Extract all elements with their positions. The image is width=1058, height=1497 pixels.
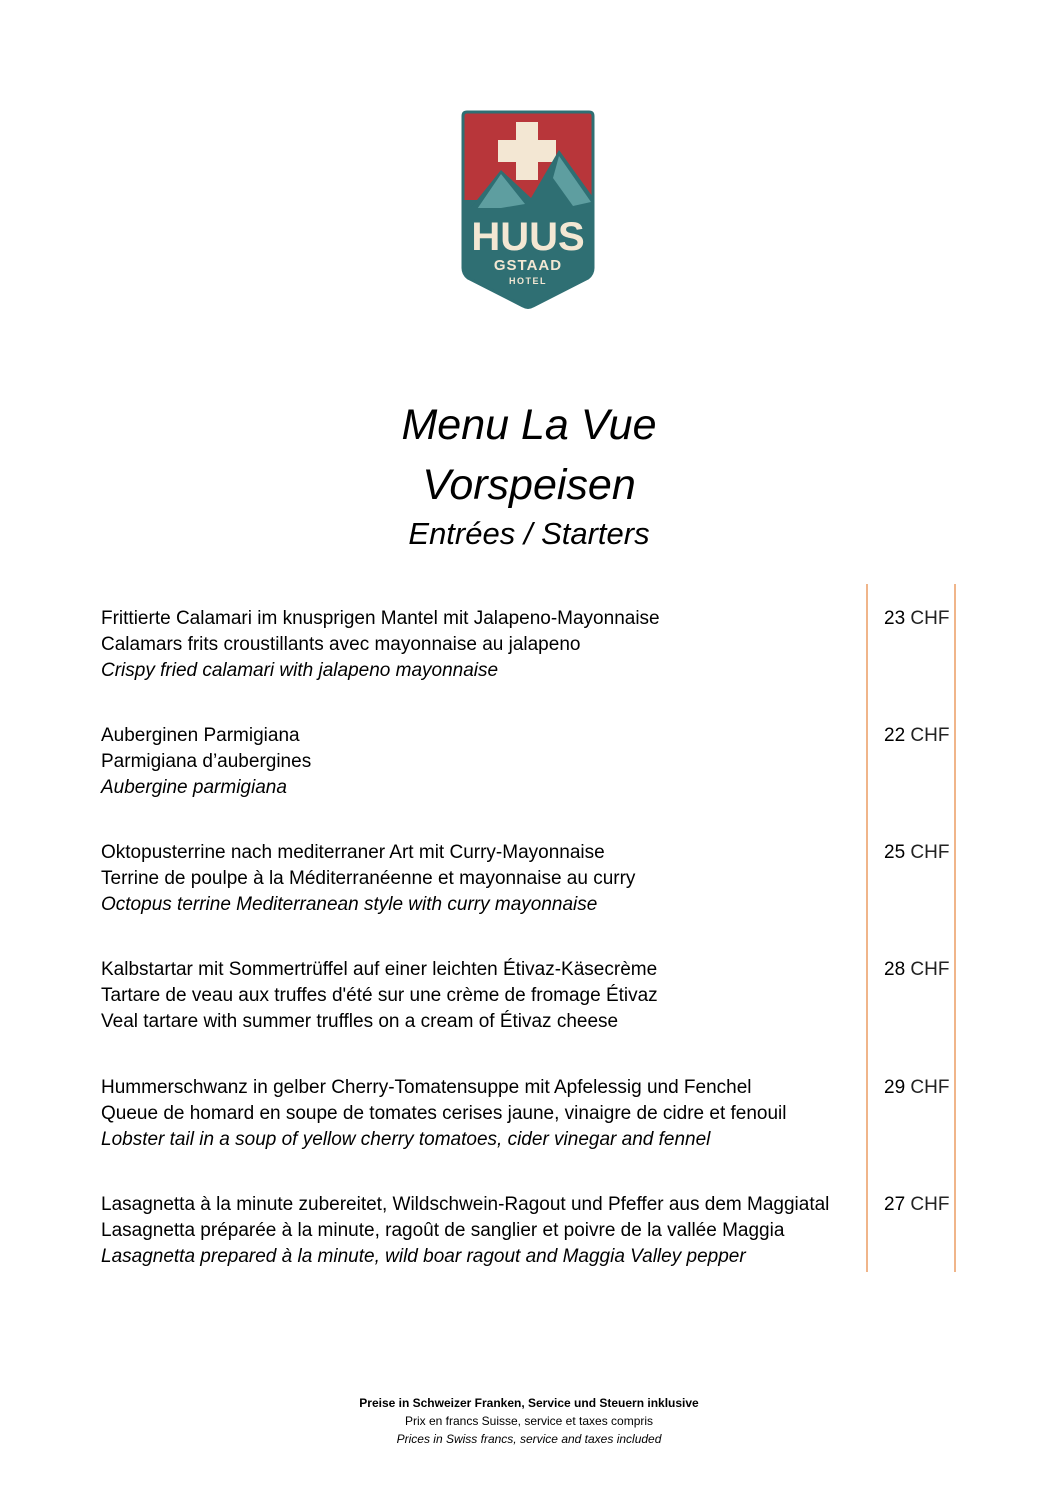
price-note-de: Preise in Schweizer Franken, Service und Steuern inklusive xyxy=(359,1396,699,1410)
price-currency: CHF xyxy=(910,1194,950,1215)
item-name-fr: Queue de homard en soupe de tomates cerises jaune, vinaigre de cidre et fenouil xyxy=(101,1103,787,1124)
menu-section-translations: Entrées / Starters xyxy=(408,516,650,551)
item-name-fr: Lasagnetta préparée à la minute, ragoût de sanglier et poivre de la vallée Maggia xyxy=(101,1220,785,1241)
item-name-de: Kalbstartar mit Sommertrüffel auf einer leichten Étivaz-Käsecrème xyxy=(101,959,658,980)
item-name-fr: Parmigiana d’aubergines xyxy=(101,751,312,772)
item-name-fr: Terrine de poulpe à la Méditerranéenne et mayonnaise au curry xyxy=(101,868,636,889)
huus-gstaad-logo xyxy=(461,108,595,310)
item-name-de: Frittierte Calamari im knusprigen Mantel mit Jalapeno-Mayonnaise xyxy=(101,608,660,629)
item-name-en: Lasagnetta prepared à la minute, wild boar ragout and Maggia Valley pepper xyxy=(101,1246,746,1267)
price-note xyxy=(0,1394,1058,1448)
item-name-fr: Tartare de veau aux truffes d'été sur une crème de fromage Étivaz xyxy=(101,985,658,1006)
item-name-en: Lobster tail in a soup of yellow cherry tomatoes, cider vinegar and fennel xyxy=(101,1129,711,1150)
price-column-divider-right xyxy=(954,584,956,1272)
menu-item xyxy=(101,606,1001,684)
price-amount: 25 xyxy=(884,842,906,863)
menu-item xyxy=(101,1075,1001,1153)
price-currency: CHF xyxy=(910,842,950,863)
item-name-de: Hummerschwanz in gelber Cherry-Tomatensuppe mit Apfelessig und Fenchel xyxy=(101,1077,752,1098)
price-currency: CHF xyxy=(910,608,950,629)
item-name-fr: Calamars frits croustillants avec mayonnaise au jalapeno xyxy=(101,634,581,655)
price-currency: CHF xyxy=(910,1077,950,1098)
item-name-en: Veal tartare with summer truffles on a cream of Étivaz cheese xyxy=(101,1011,619,1032)
item-price xyxy=(884,606,949,632)
price-currency: CHF xyxy=(910,959,950,980)
price-amount: 27 xyxy=(884,1194,906,1215)
menu-item xyxy=(101,723,1001,801)
price-amount: 22 xyxy=(884,725,906,746)
menu-title: Menu La Vue xyxy=(401,401,657,449)
price-note-en: Prices in Swiss francs, service and taxes included xyxy=(396,1432,662,1446)
item-price xyxy=(884,1075,949,1101)
item-price xyxy=(884,957,949,983)
item-name-en: Octopus terrine Mediterranean style with curry mayonnaise xyxy=(101,894,598,915)
item-price xyxy=(884,723,949,749)
item-price xyxy=(884,840,949,866)
menu-item xyxy=(101,1192,1001,1270)
menu-item xyxy=(101,840,1001,918)
price-amount: 23 xyxy=(884,608,906,629)
item-name-de: Oktopusterrine nach mediterraner Art mit Curry-Mayonnaise xyxy=(101,842,605,863)
logo-text-gstaad: GSTAAD xyxy=(493,257,563,274)
logo-text-huus: HUUS xyxy=(471,215,585,259)
price-currency: CHF xyxy=(910,725,950,746)
menu-section-title: Vorspeisen xyxy=(422,461,636,509)
item-name-de: Auberginen Parmigiana xyxy=(101,725,300,746)
item-price xyxy=(884,1192,949,1218)
price-amount: 29 xyxy=(884,1077,906,1098)
logo-text-hotel: HOTEL xyxy=(509,276,547,286)
price-note-fr: Prix en francs Suisse, service et taxes compris xyxy=(404,1414,654,1428)
price-amount: 28 xyxy=(884,959,906,980)
price-column-divider-left xyxy=(866,584,868,1272)
item-name-de: Lasagnetta à la minute zubereitet, Wildschwein-Ragout und Pfeffer aus dem Maggiatal xyxy=(101,1194,830,1215)
item-name-en: Crispy fried calamari with jalapeno mayonnaise xyxy=(101,660,499,681)
item-name-en: Aubergine parmigiana xyxy=(101,777,287,798)
menu-item xyxy=(101,957,1001,1035)
